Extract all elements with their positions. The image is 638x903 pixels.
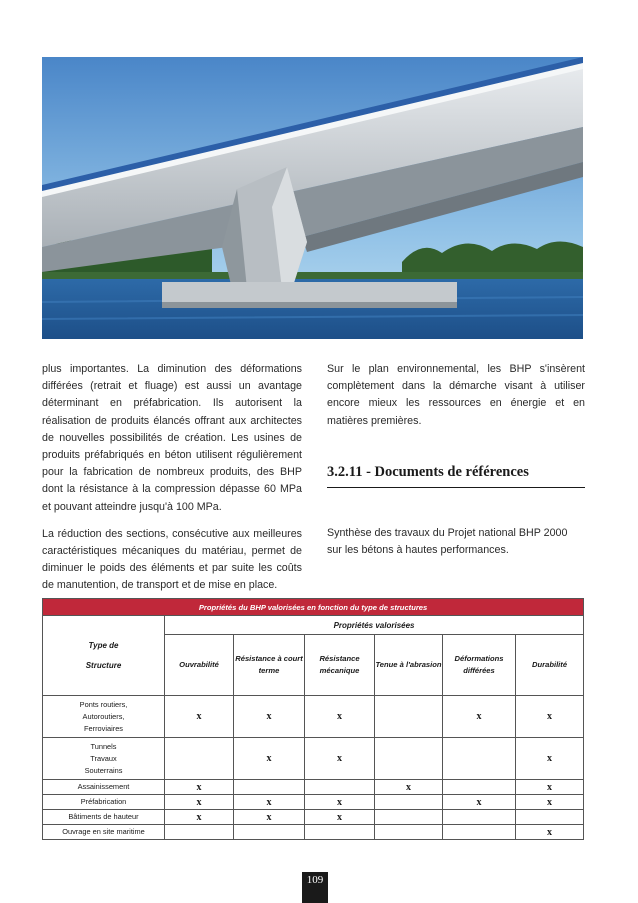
table-subheader: Propriétés valorisées xyxy=(165,616,584,635)
column-header: Résistance à court terme xyxy=(234,635,305,696)
table-row xyxy=(43,738,584,780)
table-row xyxy=(43,810,584,825)
bridge-photo xyxy=(42,57,583,339)
table-caption: Propriétés du BHP valorisées en fonction du type de structures xyxy=(43,599,584,616)
properties-table xyxy=(42,598,584,840)
table-cell xyxy=(234,825,305,840)
table-cell xyxy=(443,825,516,840)
table-cell: x xyxy=(305,795,375,810)
table-cell: x xyxy=(234,795,305,810)
right-column xyxy=(327,361,585,440)
paragraph: Sur le plan environnemental, les BHP s'insèrent complètement dans la démarche visant à utiliser encore mieux les ressources en énergie et en matières premières. xyxy=(327,363,585,427)
row-label-line: Assainissement xyxy=(77,782,130,791)
row-label xyxy=(43,825,165,840)
row-label-line: Préfabrication xyxy=(80,797,127,806)
row-label xyxy=(43,696,165,738)
table-cell: x xyxy=(165,810,234,825)
row-label-line: Ouvrage en site maritime xyxy=(62,827,145,836)
table-cell: x xyxy=(443,696,516,738)
row-label-line: Ferroviaires xyxy=(83,723,123,733)
table-cell xyxy=(375,795,443,810)
table-cell: x xyxy=(516,780,584,795)
type-header-line: Type de xyxy=(88,640,119,650)
table-cell xyxy=(165,825,234,840)
table-cell xyxy=(375,825,443,840)
table-cell: x xyxy=(516,795,584,810)
row-label-line: Travaux xyxy=(90,753,117,763)
table-row xyxy=(43,825,584,840)
paragraph: plus importantes. La diminution des déformations différées (retrait et fluage) est aussi un avantage déterminant en préfabrication. Ils autorisent la réalisation de produits élancés offrant aux architectes de nouvelles possibilités de création. Les usines de produits préfabriqués en béton utilisent régulièrement pour la fabrication de nombreux produits, des BHP dont la résistance à la compression dépasse 60 MPa et pouvant atteindre jusqu'à 100 MPa. xyxy=(42,363,302,513)
table-cell: x xyxy=(165,780,234,795)
table-cell xyxy=(375,738,443,780)
column-header: Résistance mécanique xyxy=(305,635,375,696)
table-cell xyxy=(165,738,234,780)
table-row xyxy=(43,795,584,810)
section-heading: 3.2.11 - Documents de références xyxy=(327,464,585,488)
row-label xyxy=(43,780,165,795)
table-cell xyxy=(443,780,516,795)
table-cell: x xyxy=(375,780,443,795)
column-header: Tenue à l'abrasion xyxy=(375,635,443,696)
table-cell: x xyxy=(234,738,305,780)
table-cell: x xyxy=(305,696,375,738)
table-cell: x xyxy=(516,738,584,780)
row-label xyxy=(43,810,165,825)
column-header: Durabilité xyxy=(516,635,584,696)
row-label xyxy=(43,738,165,780)
row-label-line: Bâtiments de hauteur xyxy=(68,812,139,821)
table-cell: x xyxy=(165,696,234,738)
row-label-line: Souterrains xyxy=(84,765,123,775)
column-header: Déformations différées xyxy=(443,635,516,696)
paragraph: Synthèse des travaux du Projet national BHP 2000 sur les bétons à hautes performances. xyxy=(327,527,568,557)
left-column xyxy=(42,361,302,605)
table-cell xyxy=(443,810,516,825)
table-cell xyxy=(443,738,516,780)
table-cell xyxy=(375,810,443,825)
row-label xyxy=(43,795,165,810)
table-cell: x xyxy=(305,738,375,780)
table-cell xyxy=(234,780,305,795)
table-cell xyxy=(305,825,375,840)
paragraph: La réduction des sections, consécutive aux meilleures caractéristiques mécaniques du matériau, permet de diminuer le poids des éléments et par suite les coûts de manutention, de transport et de mise en place. xyxy=(42,527,302,592)
table-cell: x xyxy=(165,795,234,810)
table-row xyxy=(43,780,584,795)
table-cell: x xyxy=(443,795,516,810)
table-cell: x xyxy=(516,696,584,738)
table-cell: x xyxy=(305,810,375,825)
row-label-line: Ponts routiers, xyxy=(79,699,128,709)
table-cell xyxy=(516,810,584,825)
type-header-line: Structure xyxy=(85,660,122,670)
row-label-line: Autoroutiers, xyxy=(82,711,125,721)
type-header xyxy=(43,616,165,696)
table-row xyxy=(43,696,584,738)
table-body xyxy=(43,696,584,840)
row-label-line: Tunnels xyxy=(90,741,117,751)
column-header: Ouvrabilité xyxy=(165,635,234,696)
page-number: 109 xyxy=(302,872,328,903)
table-cell xyxy=(305,780,375,795)
table-cell xyxy=(375,696,443,738)
table-cell: x xyxy=(234,810,305,825)
table-cell: x xyxy=(234,696,305,738)
table-cell: x xyxy=(516,825,584,840)
